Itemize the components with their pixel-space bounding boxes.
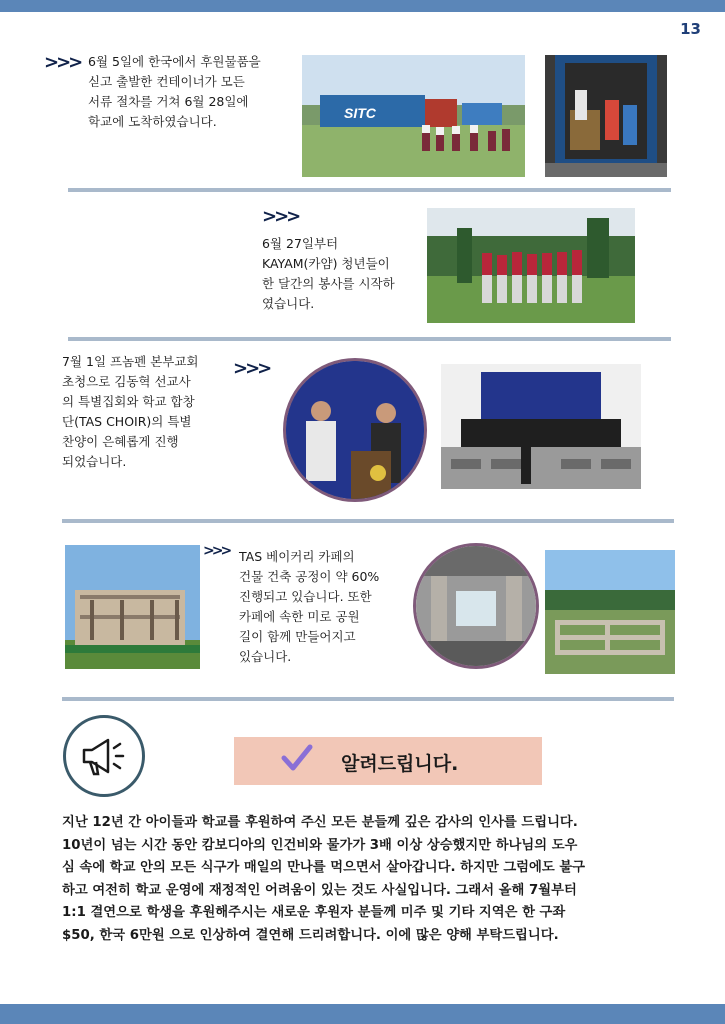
- check-icon: [280, 741, 314, 775]
- shipping-text: 6월 5일에 한국에서 후원물품을 싣고 출발한 컨테이너가 모든 서류 절차를 거쳐 6월 28일에 학교에 도착하였습니다.: [88, 54, 261, 129]
- section-divider: [68, 337, 671, 341]
- cafe-text: TAS 베이커리 카페의 건물 건축 공정이 약 60% 진행되고 있습니다. 또한 카페에 속한 미로 공원 길이 함께 만들어지고 있습니다.: [239, 549, 380, 664]
- container-photo: [302, 55, 525, 177]
- container-label: SITC: [344, 105, 376, 121]
- notice-line: 지난 12년 간 아이들과 학교를 후원하여 주신 모든 분들께 깊은 감사의 인사를 드립니다.: [62, 815, 578, 830]
- arrow-icon: >>>: [262, 206, 299, 227]
- notice-line: $50, 한국 6만원 으로 인상하여 결연해 드리려합니다. 이에 많은 양해 부탁드립니다.: [62, 927, 559, 943]
- volunteers-text: 6월 27일부터 KAYAM(카얌) 청년들이 한 달간의 봉사를 시작하 였습니다.: [262, 236, 395, 311]
- megaphone-icon: [63, 715, 145, 797]
- notice-line: 10년이 넘는 시간 동안 캄보디아의 인건비와 물가가 3배 이상 상승했지만 하나님의 도우: [62, 837, 578, 853]
- choir-photo: [441, 364, 641, 489]
- special-meeting-photo: [283, 358, 427, 502]
- construction-interior-photo: [413, 543, 539, 669]
- section-divider: [62, 697, 674, 701]
- section-divider: [68, 188, 671, 192]
- bottom-band: [0, 1004, 725, 1024]
- section-divider: [62, 519, 674, 523]
- notice-title: 알려드립니다.: [341, 753, 459, 775]
- church-text: 7월 1일 프놈펜 본부교회 초청으로 김동혁 선교사 의 특별집회와 학교 합창 단(TAS CHOIR)의 특별 찬양이 은혜롭게 진행 되었습니다.: [62, 354, 199, 469]
- notice-paragraph: [62, 812, 662, 947]
- notice-line: 1:1 결연으로 학생을 후원해주시는 새로운 후원자 분들께 미주 및 기타 지역은 한 구좌: [62, 905, 566, 920]
- cafe-building-photo: [65, 545, 200, 669]
- arrow-icon: >>>: [44, 52, 81, 73]
- arrow-icon: >>>: [233, 358, 270, 379]
- notice-line: 하고 여전히 학교 운영에 재정적인 어려움이 있는 것도 사실입니다. 그래서 올해 7월부터: [62, 882, 577, 898]
- arrow-icon: >>>: [203, 543, 230, 559]
- notice-line: 심 속에 학교 안의 모든 식구가 매일의 만나를 먹으면서 살아갑니다. 하지만 그럼에도 불구: [62, 860, 586, 875]
- unloading-photo: [545, 55, 667, 177]
- volunteers-photo: [427, 208, 635, 323]
- page-number: 13: [680, 20, 701, 38]
- maze-park-photo: [545, 550, 675, 674]
- top-band: [0, 0, 725, 12]
